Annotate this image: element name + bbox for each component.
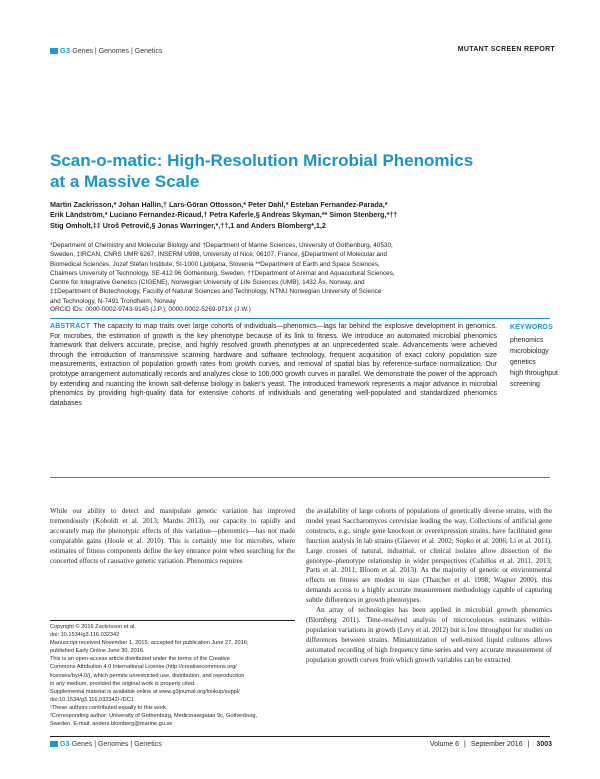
footnote-line: ²Corresponding author: University of Gothenburg, Medicinaregatan 9c, Gothenburg,	[50, 713, 258, 720]
title-line: Scan-o-matic: High-Resolution Microbial Phenomics	[50, 151, 474, 170]
body-paragraph: While our ability to detect and manipulate genetic variation has improved tremendously (Koboldt et al. 2013; Mardis 2013), our capacity to rapidly and accurately map the phenotypic effects of this variation—phenomics—has not made comparable gains (Houle et al. 2010). This is certainly true for microbes, where estimates of fitness components define the key entrance point when searching for the concerted effects of causative genetic variation. Phenomics requires	[50, 507, 295, 565]
affiliation-line: Sweden, ‡IRCAN, CNRS UMR 6267, INSERM U998, University of Nice, 06107, France, §Department of Molecular and	[50, 251, 388, 259]
body-column-left	[50, 507, 295, 566]
footnote-line: Supplemental material is available online at www.g3journal.org/lookup/suppl/	[50, 688, 240, 695]
footnote-line: published Early Online June 30, 2016.	[50, 648, 145, 655]
body-paragraph: the availability of large cohorts of populations of genetically diverse strains, with the model yeast Saccharomyces cerevisiae leading the way. Collections of artificial gene constructs, e.g., single gene knockout or overexpression strains, have facilitated gene function analysis in lab strains (Giaever et al. 2002; Sopko et al. 2006; Li et al. 2011). Large crosses of natural, industrial, or clinical isolates allow dissection of the genotype–phenotype relationship in wider perspectives (Cubillos et al. 2011, 2013; Parts et al. 2011; Bloom et al. 2013). As the majority of genetic or environmental effects on fitness are modest in size (Thatcher et al. 1998; Wagner 2000), this demands access to a highly accurate measurement methodology capable of capturing subtle differences in growth phenotypes.	[306, 507, 552, 605]
footnote-line: licenses/by/4.0/), which permits unrestricted use, distribution, and reproduction	[50, 672, 245, 679]
footnote-rule	[50, 620, 295, 621]
journal-header: G3·Genes | Genomes | Genetics	[50, 46, 162, 55]
affiliation-line: and Technology, N-7491 Trondheim, Norway	[50, 297, 176, 305]
abstract-bottom-rule	[50, 477, 550, 478]
footer-logo-icon	[50, 741, 58, 747]
affiliation-line: *Department of Chemistry and Molecular Biology and †Department of Marine Sciences, University of Gothenburg, 40530,	[50, 242, 393, 249]
footnote-line: This is an open-access article distributed under the terms of the Creative	[50, 656, 230, 663]
author-line: Martin Zackrisson,* Johan Hallin,† Lars-Göran Ottosson,* Peter Dahl,* Esteban Fernandez-Parada,*	[50, 200, 388, 209]
affiliation-line: Biomedical Sciences, Jozef Stefan Institute, SI-1000 Ljubljana, Slovenia **Department of Earth and Space Sciences,	[50, 260, 380, 268]
journal-name: Genes | Genomes | Genetics	[72, 48, 163, 55]
keyword-item: microbiology	[510, 348, 549, 355]
abstract	[50, 322, 497, 408]
affiliation-line: Centre for Integrative Genetics (CIGENE), Norwegian University of Life Sciences (UMB), 1432 Ås, Norway, and	[50, 279, 365, 287]
footnote-line: Copyright © 2016 Zackrisson et al.	[50, 624, 136, 630]
footnote-line: in any medium, provided the original work is properly cited.	[50, 680, 196, 687]
footnote-line: Manuscript received November 1, 2015; accepted for publication June 27, 2016;	[50, 640, 249, 647]
footer-volume: Volume 6	[429, 741, 459, 748]
affiliation-line: Chalmers University of Technology, SE-412 96 Gothenburg, Sweden, ††Department of Animal and Aquacultural Sciences,	[50, 269, 395, 277]
journal-g3: G3	[60, 46, 71, 55]
footnote-line: ¹These authors contributed equally to this work.	[50, 704, 168, 711]
body-column-right	[306, 507, 552, 666]
abstract-heading: ABSTRACT	[50, 323, 91, 330]
body-paragraph: An array of technologies has been applied in microbial growth phenomics (Blomberg 2011). Time-resolved analysis of microcolonies estimates within-population variations in growth (Levy et al. 2012) but is low throughput for studies on differences between strains. Miniaturization of well-mixed liquid cultures allows automated recording of high frequency time series and very accurate measurement of population growth curves from which growth variables can be extracted	[306, 606, 552, 664]
author-line: Stig Omholt,‡‡ Uroš Petrovič,§ Jonas Warringer,*,††,1 and Anders Blomberg*,1,2	[50, 220, 326, 230]
footer-date: September 2016	[470, 741, 523, 748]
page-number: 3003	[536, 741, 552, 748]
keyword-item: genetics	[510, 359, 536, 366]
keywords-heading: KEYWORDS	[510, 324, 553, 331]
keyword-item: high throughput	[510, 370, 558, 377]
footnote-line: Sweden. E-mail: anders.blomberg@marine.gu.se	[50, 721, 173, 728]
abstract-top-rule	[50, 318, 550, 319]
affiliations	[50, 241, 520, 306]
footer-g3: G3	[60, 741, 70, 748]
keyword-item: phenomics	[510, 337, 544, 344]
abstract-text: The capacity to map traits over large cohorts of individuals—phenomics—lags far behind the explosive development in genomics. For microbes, the estimation of growth is the key phenotype because of its link to fitness. We introduce an automated microbial phenomics framework that delivers accurate, precise, and highly resolved growth phenotypes at an unprecedented scale. Advancements were achieved through the introduction of transmissive scanning hardware and software technology, frequent acquisition of exact colony population size measurements, extraction of population growth rates from growth curves, and removal of spatial bias by reference-surface normalization. Our prototype arrangement automatically records and analyzes close to 100,000 growth curves in parallel. We demonstrate the power of the approach by extending and nuancing the known salt-defense biology in baker's yeast. The introduced framework represents a major advance in microbial phenomics by providing high-quality data for extensive cohorts of individuals and generating well-populated and standardized phenomics databases	[50, 323, 497, 407]
journal-logo-icon	[50, 48, 58, 54]
footer-journal: G3·Genes | Genomes | Genetics	[50, 741, 162, 748]
orcid-ids: ORCID IDs: 0000-0002-9743-9145 (J.P.); 0000-0002-5269-971X (J.W.)	[50, 306, 251, 313]
affiliation-line: ‡‡Department of Biotechnology, Faculty of Natural Sciences and Technology, NTNU Norwegian University of Science	[50, 288, 382, 296]
title-line: at a Massive Scale	[50, 172, 200, 191]
keyword-item: screening	[510, 381, 540, 388]
footnote-line: Commons Attribution 4.0 International License (http://creativecommons.org/	[50, 664, 237, 671]
article-title	[50, 150, 510, 192]
author-line: Erik Ländström,* Luciano Fernandez-Ricaud,† Petra Kaferle,§ Andreas Skyman,** Simon Stenberg,*††	[50, 210, 398, 220]
footer-rule	[50, 736, 550, 737]
footer-info: Volume 6 | September 2016 | 3003	[429, 741, 552, 748]
section-label: MUTANT SCREEN REPORT	[457, 46, 555, 53]
footnote-line: doi: 10.1534/g3.116.032342	[50, 632, 120, 639]
footnotes	[50, 623, 295, 728]
author-list	[50, 200, 520, 231]
keywords-box	[510, 322, 580, 390]
footer-journal-name: Genes | Genomes | Genetics	[71, 741, 162, 748]
footnote-line: doi:10.1534/g3.116.032342/-/DC1	[50, 696, 134, 703]
